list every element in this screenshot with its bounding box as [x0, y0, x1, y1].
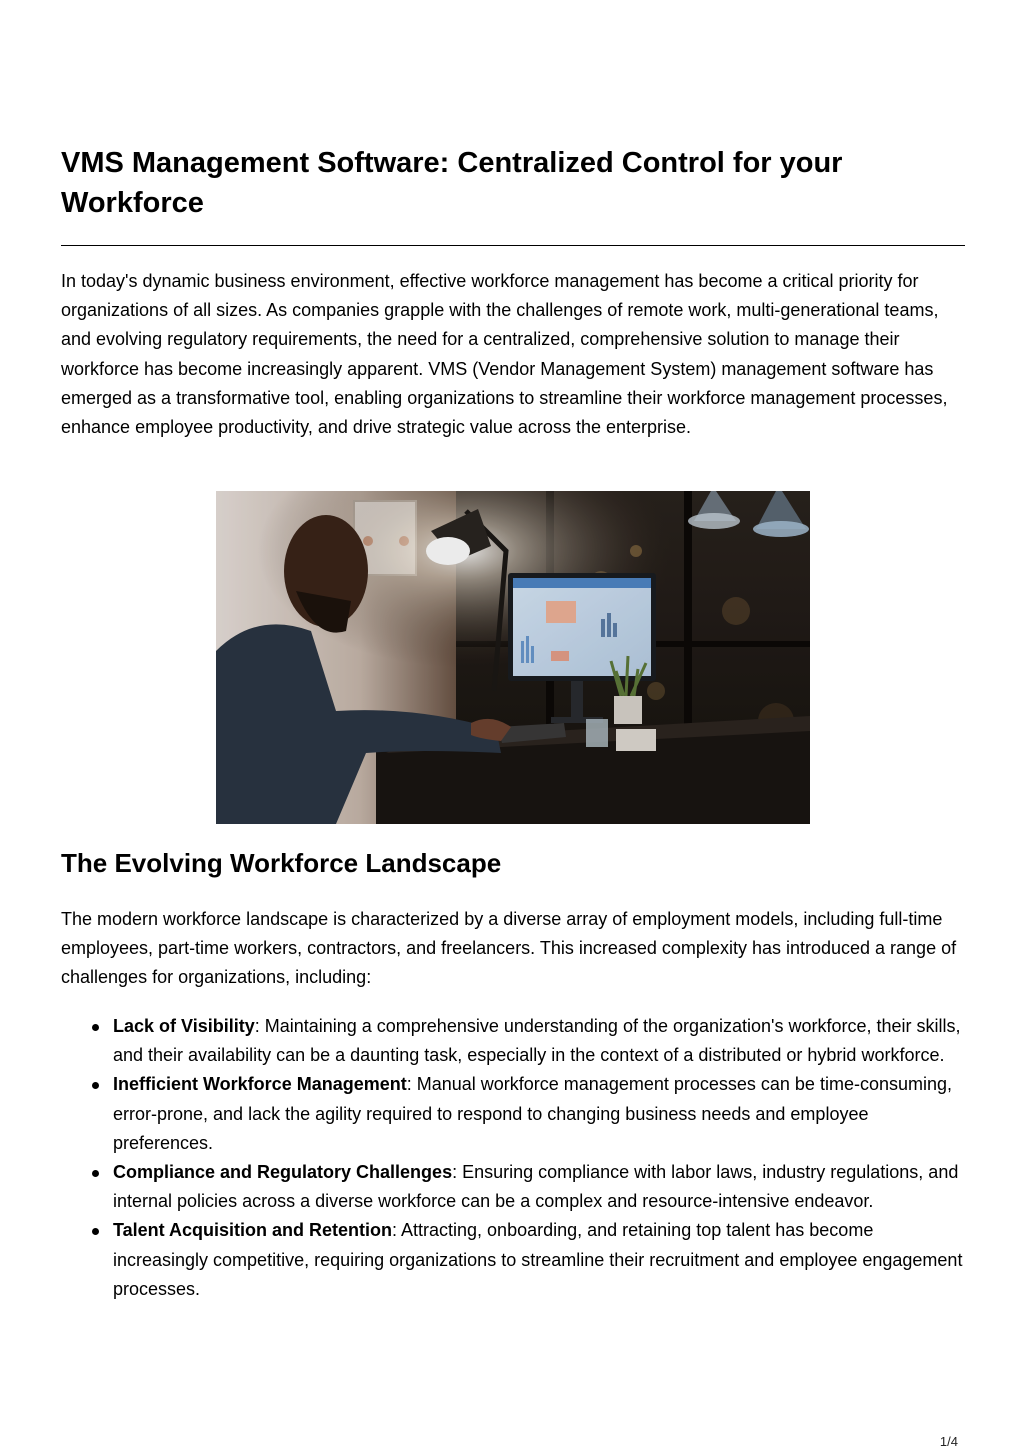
- list-item-text: : Manual workforce management processes can be time-consuming, error-prone, and lack the agility required to respond to changing business needs and employee preferences.: [113, 1074, 952, 1153]
- list-item-text: : Ensuring compliance with labor laws, industry regulations, and internal policies across a diverse workforce can be a complex and resource-intensive endeavor.: [113, 1162, 959, 1212]
- bullet-icon: [92, 1228, 99, 1235]
- list-item-term: Compliance and Regulatory Challenges: [113, 1162, 453, 1183]
- list-item-term: Talent Acquisition and Retention: [113, 1220, 392, 1241]
- hero-image: [216, 491, 810, 824]
- bullet-icon: [92, 1082, 99, 1089]
- office-photo-illustration: [216, 491, 810, 824]
- bullet-icon: [92, 1170, 99, 1177]
- title-divider: [61, 245, 965, 246]
- document-title: VMS Management Software: Centralized Control for your Workforce: [61, 147, 843, 219]
- section-heading: The Evolving Workforce Landscape: [61, 848, 502, 878]
- list-item: [61, 1070, 965, 1158]
- list-item-text: : Attracting, onboarding, and retaining top talent has become increasingly competitive, requiring organizations to streamline their recruitment and employee engagement processes.: [113, 1220, 963, 1299]
- list-item: [61, 1216, 965, 1304]
- bullet-icon: [92, 1024, 99, 1031]
- list-item-term: Lack of Visibility: [113, 1016, 255, 1036]
- list-item: [61, 1012, 965, 1070]
- page-number: 1/4: [939, 1434, 958, 1449]
- list-item-term: Inefficient Workforce Management: [113, 1074, 407, 1095]
- list-item-text: : Maintaining a comprehensive understanding of the organization's workforce, their skills, and their availability can be a daunting task, especially in the context of a distributed or hybrid workforce.: [113, 1016, 961, 1066]
- list-item: [61, 1158, 965, 1216]
- intro-paragraph: In today's dynamic business environment, effective workforce management has become a critical priority for organizations of all sizes. As companies grapple with the challenges of remote work, multi-generational teams, and evolving regulatory requirements, the need for a centralized, comprehensive solution to manage their workforce has become increasingly apparent. VMS (Vendor Management System) management software has emerged as a transformative tool, enabling organizations to streamline their workforce management processes, enhance employee productivity, and drive strategic value across the enterprise.: [61, 271, 948, 438]
- challenges-list: [61, 1012, 965, 1304]
- section-intro-paragraph: The modern workforce landscape is characterized by a diverse array of employment models, including full-time employees, part-time workers, contractors, and freelancers. This increased complexity has introduced a range of challenges for organizations, including:: [61, 909, 957, 988]
